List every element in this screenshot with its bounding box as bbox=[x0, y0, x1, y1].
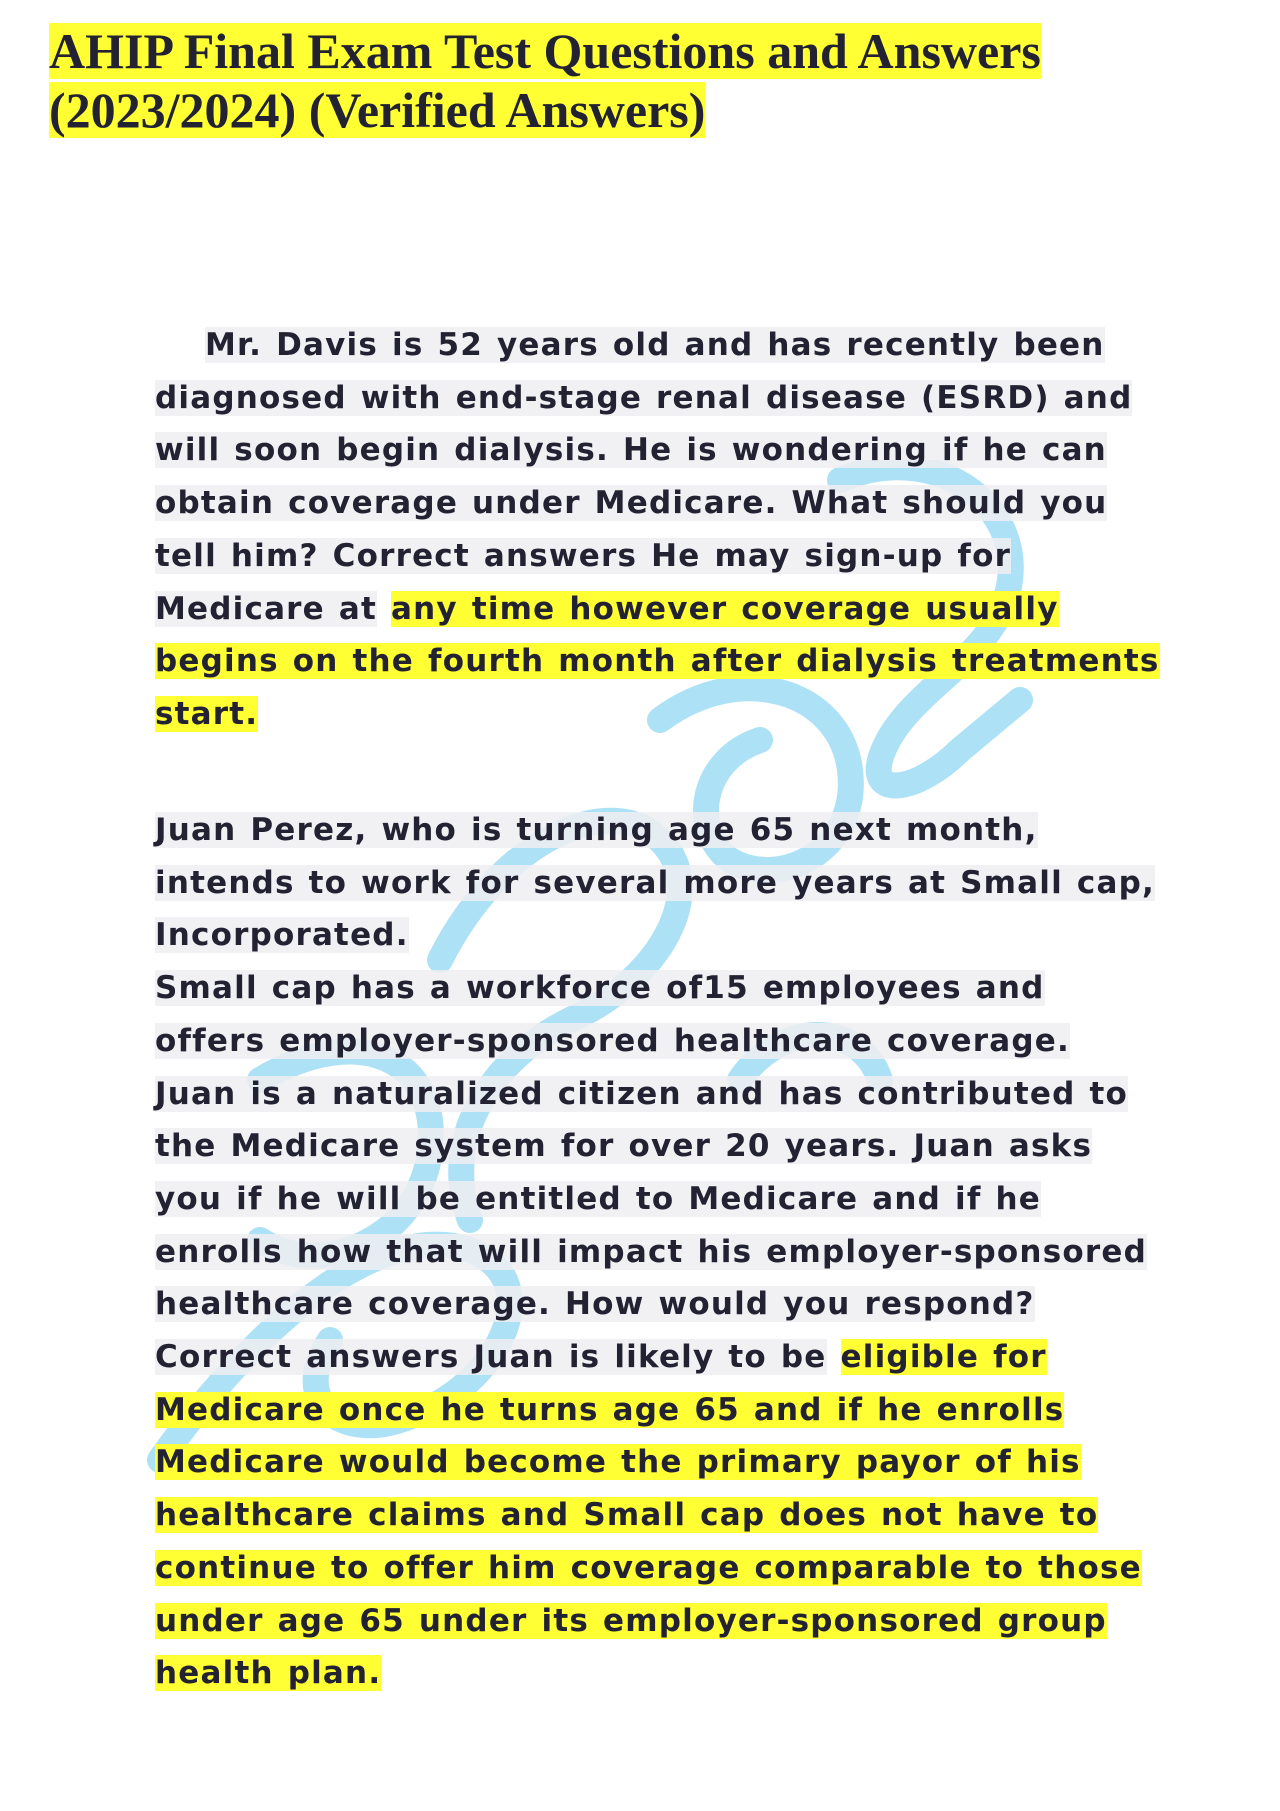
question-intro-text: Juan Perez, who is turning age 65 next month, intends to work for several more years at Small cap, Incorporated. bbox=[155, 812, 1155, 954]
answer-text: eligible for Medicare once he turns age 65 and if he enrolls Medicare would become the primary payor of his healthcare claims and Small cap does not have to continue to offer him coverage comparable to those under age 65 under its employer-sponsored group health plan. bbox=[155, 1339, 1142, 1692]
qa-item bbox=[155, 319, 1165, 741]
answer-text: any time however coverage usually begins on the fourth month after dialysis treatments start. bbox=[155, 590, 1160, 732]
document-title-text: AHIP Final Exam Test Questions and Answers (2023/2024) (Verified Answers) bbox=[49, 23, 1041, 138]
document-title bbox=[49, 22, 1229, 140]
question-text: Mr. Davis is 52 years old and has recently been diagnosed with end-stage renal disease (ESRD) and will soon begin dialysis. He is wondering if he can obtain coverage under Medicare. What should you tell him? Correct answers He may sign-up for Medicare at bbox=[155, 327, 1133, 627]
question-text: Small cap has a workforce of15 employees and offers employer-sponsored healthcare coverage. Juan is a naturalized citizen and has contributed to the Medicare system for over 20 years. Juan asks you if he will be entitled to Medicare and if he enrolls how that will impact his employer-sponsored healthcare coverage. How would you respond? Correct answers Juan is likely to be bbox=[155, 970, 1147, 1376]
qa-item bbox=[155, 804, 1165, 1700]
